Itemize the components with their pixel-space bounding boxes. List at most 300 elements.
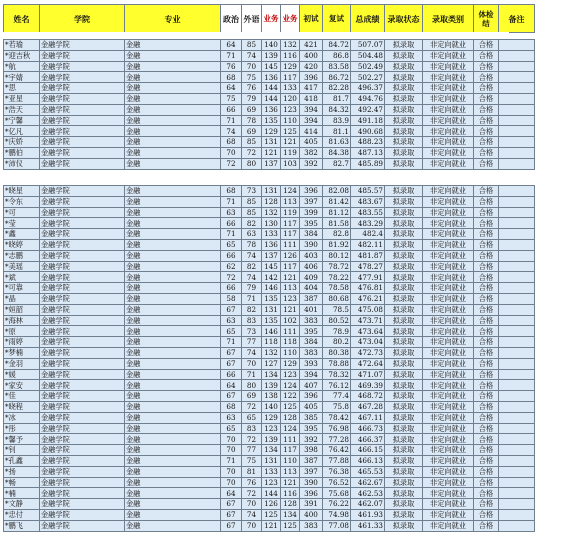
cell-course1: 127 <box>262 358 281 369</box>
cell-retest: 78.72 <box>323 261 351 272</box>
table-row <box>4 412 535 423</box>
cell-course2: 119 <box>281 147 300 158</box>
cell-category: 非定向就业 <box>423 293 474 304</box>
header-retest: 复试 <box>323 5 351 33</box>
cell-total: 475.08 <box>351 304 385 315</box>
cell-total: 482.4 <box>351 229 385 240</box>
row-gap <box>3 32 509 39</box>
cell-course1: 121 <box>262 147 281 158</box>
cell-interview: 418 <box>300 93 323 104</box>
table-row <box>4 83 535 94</box>
cell-status: 拟录取 <box>385 272 423 283</box>
cell-college: 金融学院 <box>40 196 125 207</box>
cell-politics: 70 <box>221 445 242 456</box>
cell-course2: 113 <box>281 466 300 477</box>
cell-interview: 396 <box>300 391 323 402</box>
cell-category: 非定向就业 <box>423 283 474 294</box>
cell-major: 金融 <box>125 466 221 477</box>
cell-politics: 68 <box>221 72 242 83</box>
cell-course1: 145 <box>262 61 281 72</box>
cell-name: *鹏飞 <box>4 520 40 531</box>
cell-foreign: 74 <box>242 272 262 283</box>
cell-interview: 405 <box>300 137 323 148</box>
cell-status: 拟录取 <box>385 115 423 126</box>
cell-status: 拟录取 <box>385 50 423 61</box>
cell-total: 478.27 <box>351 261 385 272</box>
cell-retest: 80.68 <box>323 293 351 304</box>
cell-course1: 131 <box>262 137 281 148</box>
header-category: 录取类别 <box>423 5 474 33</box>
cell-interview: 397 <box>300 466 323 477</box>
cell-status: 拟录取 <box>385 93 423 104</box>
cell-politics: 66 <box>221 218 242 229</box>
cell-total: 496.37 <box>351 83 385 94</box>
table-row <box>4 186 535 197</box>
cell-physical: 合格 <box>474 50 499 61</box>
cell-retest: 81.58 <box>323 218 351 229</box>
cell-status: 拟录取 <box>385 293 423 304</box>
cell-college: 金融学院 <box>40 369 125 380</box>
cell-course1: 136 <box>262 104 281 115</box>
cell-major: 金融 <box>125 380 221 391</box>
cell-college: 金融学院 <box>40 326 125 337</box>
cell-status: 拟录取 <box>385 455 423 466</box>
cell-politics: 68 <box>221 186 242 197</box>
cell-total: 466.15 <box>351 445 385 456</box>
cell-remark <box>499 412 535 423</box>
cell-interview: 396 <box>300 186 323 197</box>
cell-politics: 58 <box>221 293 242 304</box>
cell-interview: 387 <box>300 455 323 466</box>
cell-interview: 387 <box>300 293 323 304</box>
cell-name: *令东 <box>4 196 40 207</box>
cell-interview: 390 <box>300 239 323 250</box>
cell-name: *原 <box>4 326 40 337</box>
cell-name: *金羽 <box>4 358 40 369</box>
cell-name: *庆娇 <box>4 137 40 148</box>
cell-physical: 合格 <box>474 455 499 466</box>
cell-foreign: 78 <box>242 115 262 126</box>
cell-status: 拟录取 <box>385 509 423 520</box>
cell-remark <box>499 115 535 126</box>
cell-status: 拟录取 <box>385 104 423 115</box>
cell-politics: 68 <box>221 137 242 148</box>
cell-politics: 74 <box>221 126 242 137</box>
cell-physical: 合格 <box>474 115 499 126</box>
cell-foreign: 79 <box>242 93 262 104</box>
cell-physical: 合格 <box>474 401 499 412</box>
cell-physical: 合格 <box>474 445 499 456</box>
cell-remark <box>499 196 535 207</box>
cell-remark <box>499 40 535 51</box>
cell-remark <box>499 293 535 304</box>
cell-name: *海林 <box>4 315 40 326</box>
cell-physical: 合格 <box>474 369 499 380</box>
cell-name: *晓星 <box>4 186 40 197</box>
cell-course2: 117 <box>281 72 300 83</box>
cell-college: 金融学院 <box>40 315 125 326</box>
cell-college: 金融学院 <box>40 50 125 61</box>
cell-status: 拟录取 <box>385 401 423 412</box>
cell-foreign: 85 <box>242 40 262 51</box>
cell-status: 拟录取 <box>385 520 423 531</box>
cell-major: 金融 <box>125 115 221 126</box>
cell-total: 476.81 <box>351 283 385 294</box>
cell-category: 非定向就业 <box>423 72 474 83</box>
header-major: 专业 <box>125 5 221 33</box>
cell-foreign: 74 <box>242 250 262 261</box>
cell-physical: 合格 <box>474 423 499 434</box>
header-name: 姓名 <box>4 5 40 33</box>
cell-major: 金融 <box>125 239 221 250</box>
cell-politics: 71 <box>221 455 242 466</box>
cell-physical: 合格 <box>474 83 499 94</box>
cell-foreign: 80 <box>242 158 262 169</box>
cell-college: 金融学院 <box>40 520 125 531</box>
cell-name: *楠 <box>4 488 40 499</box>
cell-remark <box>499 466 535 477</box>
cell-major: 金融 <box>125 315 221 326</box>
cell-interview: 417 <box>300 83 323 94</box>
table-row <box>4 423 535 434</box>
cell-category: 非定向就业 <box>423 391 474 402</box>
cell-remark <box>499 455 535 466</box>
cell-interview: 395 <box>300 423 323 434</box>
table-row <box>4 158 535 169</box>
cell-total: 491.18 <box>351 115 385 126</box>
cell-remark <box>499 509 535 520</box>
cell-course2: 116 <box>281 488 300 499</box>
cell-college: 金融学院 <box>40 477 125 488</box>
cell-name: *雨婷 <box>4 337 40 348</box>
cell-remark <box>499 315 535 326</box>
cell-course2: 126 <box>281 250 300 261</box>
cell-college: 金融学院 <box>40 304 125 315</box>
data-table-group-1 <box>3 39 535 170</box>
cell-major: 金融 <box>125 261 221 272</box>
cell-physical: 合格 <box>474 104 499 115</box>
cell-college: 金融学院 <box>40 358 125 369</box>
cell-remark <box>499 72 535 83</box>
cell-total: 466.73 <box>351 423 385 434</box>
cell-interview: 399 <box>300 207 323 218</box>
cell-course2: 111 <box>281 434 300 445</box>
table-row <box>4 477 535 488</box>
cell-foreign: 82 <box>242 218 262 229</box>
cell-remark <box>499 61 535 72</box>
cell-politics: 71 <box>221 115 242 126</box>
cell-course2: 134 <box>281 509 300 520</box>
header-course2: 业务 <box>281 5 300 33</box>
cell-status: 拟录取 <box>385 126 423 137</box>
cell-category: 非定向就业 <box>423 40 474 51</box>
cell-politics: 70 <box>221 466 242 477</box>
cell-major: 金融 <box>125 347 221 358</box>
cell-politics: 65 <box>221 326 242 337</box>
cell-name: *梦楠 <box>4 347 40 358</box>
cell-course1: 138 <box>262 391 281 402</box>
cell-category: 非定向就业 <box>423 239 474 250</box>
header-interview: 初试 <box>300 5 323 33</box>
cell-remark <box>499 369 535 380</box>
cell-politics: 67 <box>221 304 242 315</box>
cell-category: 非定向就业 <box>423 261 474 272</box>
cell-course2: 129 <box>281 358 300 369</box>
cell-status: 拟录取 <box>385 358 423 369</box>
cell-college: 金融学院 <box>40 61 125 72</box>
cell-physical: 合格 <box>474 196 499 207</box>
cell-interview: 404 <box>300 283 323 294</box>
cell-course1: 135 <box>262 293 281 304</box>
cell-total: 467.28 <box>351 401 385 412</box>
cell-total: 485.57 <box>351 186 385 197</box>
cell-retest: 81.42 <box>323 196 351 207</box>
table-row <box>4 207 535 218</box>
cell-course2: 119 <box>281 207 300 218</box>
cell-course2: 125 <box>281 401 300 412</box>
cell-category: 非定向就业 <box>423 423 474 434</box>
table-row <box>4 218 535 229</box>
cell-course2: 113 <box>281 196 300 207</box>
cell-college: 金融学院 <box>40 250 125 261</box>
cell-course2: 117 <box>281 445 300 456</box>
cell-status: 拟录取 <box>385 283 423 294</box>
cell-name: *可 <box>4 207 40 218</box>
cell-retest: 76.38 <box>323 466 351 477</box>
cell-politics: 70 <box>221 147 242 158</box>
cell-name: *文静 <box>4 499 40 510</box>
cell-politics: 67 <box>221 499 242 510</box>
table-row <box>4 104 535 115</box>
cell-physical: 合格 <box>474 293 499 304</box>
cell-course1: 126 <box>262 499 281 510</box>
cell-course1: 125 <box>262 509 281 520</box>
cell-physical: 合格 <box>474 137 499 148</box>
cell-course1: 129 <box>262 412 281 423</box>
cell-name: *鑫 <box>4 229 40 240</box>
cell-retest: 78.88 <box>323 358 351 369</box>
cell-name: *亿凡 <box>4 126 40 137</box>
cell-major: 金融 <box>125 509 221 520</box>
table-row <box>4 509 535 520</box>
cell-course1: 135 <box>262 115 281 126</box>
cell-interview: 395 <box>300 218 323 229</box>
cell-major: 金融 <box>125 477 221 488</box>
cell-retest: 74.98 <box>323 509 351 520</box>
cell-physical: 合格 <box>474 40 499 51</box>
cell-course1: 139 <box>262 380 281 391</box>
cell-physical: 合格 <box>474 434 499 445</box>
cell-physical: 合格 <box>474 304 499 315</box>
cell-politics: 67 <box>221 509 242 520</box>
cell-foreign: 72 <box>242 488 262 499</box>
cell-remark <box>499 499 535 510</box>
cell-college: 金融学院 <box>40 261 125 272</box>
cell-college: 金融学院 <box>40 83 125 94</box>
cell-college: 金融学院 <box>40 445 125 456</box>
cell-retest: 82.08 <box>323 186 351 197</box>
cell-interview: 383 <box>300 520 323 531</box>
cell-physical: 合格 <box>474 466 499 477</box>
cell-major: 金融 <box>125 445 221 456</box>
cell-retest: 75.8 <box>323 401 351 412</box>
cell-major: 金融 <box>125 412 221 423</box>
cell-interview: 421 <box>300 40 323 51</box>
cell-foreign: 81 <box>242 466 262 477</box>
cell-physical: 合格 <box>474 239 499 250</box>
cell-name: *航 <box>4 61 40 72</box>
cell-retest: 76.42 <box>323 445 351 456</box>
cell-physical: 合格 <box>474 520 499 531</box>
cell-remark <box>499 126 535 137</box>
cell-name: *亚星 <box>4 93 40 104</box>
cell-foreign: 74 <box>242 347 262 358</box>
cell-total: 473.71 <box>351 315 385 326</box>
cell-college: 金融学院 <box>40 380 125 391</box>
cell-status: 拟录取 <box>385 207 423 218</box>
cell-category: 非定向就业 <box>423 499 474 510</box>
cell-politics: 64 <box>221 40 242 51</box>
cell-total: 466.37 <box>351 434 385 445</box>
cell-course2: 116 <box>281 50 300 61</box>
cell-course2: 124 <box>281 380 300 391</box>
cell-course2: 125 <box>281 126 300 137</box>
table-row <box>4 50 535 61</box>
cell-remark <box>499 283 535 294</box>
cell-total: 504.48 <box>351 50 385 61</box>
cell-status: 拟录取 <box>385 40 423 51</box>
cell-foreign: 65 <box>242 412 262 423</box>
cell-interview: 397 <box>300 196 323 207</box>
cell-course1: 121 <box>262 520 281 531</box>
cell-course1: 130 <box>262 218 281 229</box>
cell-course2: 110 <box>281 455 300 466</box>
cell-retest: 77.28 <box>323 434 351 445</box>
cell-college: 金融学院 <box>40 499 125 510</box>
cell-course2: 124 <box>281 423 300 434</box>
cell-politics: 66 <box>221 283 242 294</box>
cell-total: 490.68 <box>351 126 385 137</box>
header-physical: 体检结 <box>474 5 499 33</box>
cell-status: 拟录取 <box>385 250 423 261</box>
cell-foreign: 74 <box>242 50 262 61</box>
cell-foreign: 76 <box>242 83 262 94</box>
cell-remark <box>499 423 535 434</box>
cell-course1: 140 <box>262 401 281 412</box>
cell-college: 金融学院 <box>40 509 125 520</box>
cell-course1: 136 <box>262 239 281 250</box>
cell-name: *媛 <box>4 369 40 380</box>
cell-total: 485.89 <box>351 158 385 169</box>
cell-course2: 123 <box>281 369 300 380</box>
cell-total: 471.07 <box>351 369 385 380</box>
cell-total: 462.53 <box>351 488 385 499</box>
cell-category: 非定向就业 <box>423 61 474 72</box>
cell-retest: 81.1 <box>323 126 351 137</box>
cell-category: 非定向就业 <box>423 401 474 412</box>
cell-course2: 120 <box>281 93 300 104</box>
cell-retest: 81.63 <box>323 137 351 148</box>
cell-status: 拟录取 <box>385 72 423 83</box>
cell-course2: 122 <box>281 391 300 402</box>
table-row <box>4 126 535 137</box>
cell-course2: 124 <box>281 186 300 197</box>
cell-status: 拟录取 <box>385 229 423 240</box>
cell-course1: 146 <box>262 283 281 294</box>
table-row <box>4 347 535 358</box>
cell-foreign: 85 <box>242 207 262 218</box>
cell-total: 467.11 <box>351 412 385 423</box>
cell-retest: 80.12 <box>323 250 351 261</box>
cell-course1: 128 <box>262 196 281 207</box>
cell-total: 469.39 <box>351 380 385 391</box>
cell-status: 拟录取 <box>385 347 423 358</box>
cell-physical: 合格 <box>474 412 499 423</box>
cell-major: 金融 <box>125 50 221 61</box>
cell-remark <box>499 337 535 348</box>
cell-course2: 129 <box>281 61 300 72</box>
cell-remark <box>499 250 535 261</box>
cell-name: *迎吉秋 <box>4 50 40 61</box>
cell-status: 拟录取 <box>385 304 423 315</box>
cell-retest: 83.9 <box>323 115 351 126</box>
cell-status: 拟录取 <box>385 445 423 456</box>
table-row <box>4 272 535 283</box>
cell-foreign: 70 <box>242 520 262 531</box>
cell-category: 非定向就业 <box>423 466 474 477</box>
cell-course2: 110 <box>281 115 300 126</box>
header-politics: 政治 <box>221 5 242 33</box>
cell-retest: 76.22 <box>323 499 351 510</box>
cell-status: 拟录取 <box>385 326 423 337</box>
cell-politics: 67 <box>221 347 242 358</box>
cell-category: 非定向就业 <box>423 380 474 391</box>
cell-status: 拟录取 <box>385 337 423 348</box>
cell-physical: 合格 <box>474 93 499 104</box>
cell-politics: 67 <box>221 520 242 531</box>
table-row <box>4 239 535 250</box>
cell-foreign: 71 <box>242 369 262 380</box>
table-row <box>4 488 535 499</box>
cell-course1: 132 <box>262 347 281 358</box>
cell-status: 拟录取 <box>385 380 423 391</box>
table-row <box>4 250 535 261</box>
table-row <box>4 283 535 294</box>
cell-status: 拟录取 <box>385 196 423 207</box>
cell-status: 拟录取 <box>385 391 423 402</box>
cell-remark <box>499 229 535 240</box>
cell-status: 拟录取 <box>385 261 423 272</box>
cell-retest: 84.32 <box>323 104 351 115</box>
table-row <box>4 196 535 207</box>
cell-politics: 63 <box>221 315 242 326</box>
cell-course1: 135 <box>262 315 281 326</box>
cell-total: 468.72 <box>351 391 385 402</box>
cell-retest: 81.92 <box>323 239 351 250</box>
cell-remark <box>499 137 535 148</box>
cell-course1: 137 <box>262 158 281 169</box>
cell-remark <box>499 186 535 197</box>
table-row <box>4 401 535 412</box>
cell-interview: 390 <box>300 477 323 488</box>
cell-major: 金融 <box>125 293 221 304</box>
cell-politics: 71 <box>221 196 242 207</box>
cell-major: 金融 <box>125 40 221 51</box>
table-row <box>4 115 535 126</box>
cell-status: 拟录取 <box>385 186 423 197</box>
cell-retest: 81.12 <box>323 207 351 218</box>
cell-total: 494.76 <box>351 93 385 104</box>
